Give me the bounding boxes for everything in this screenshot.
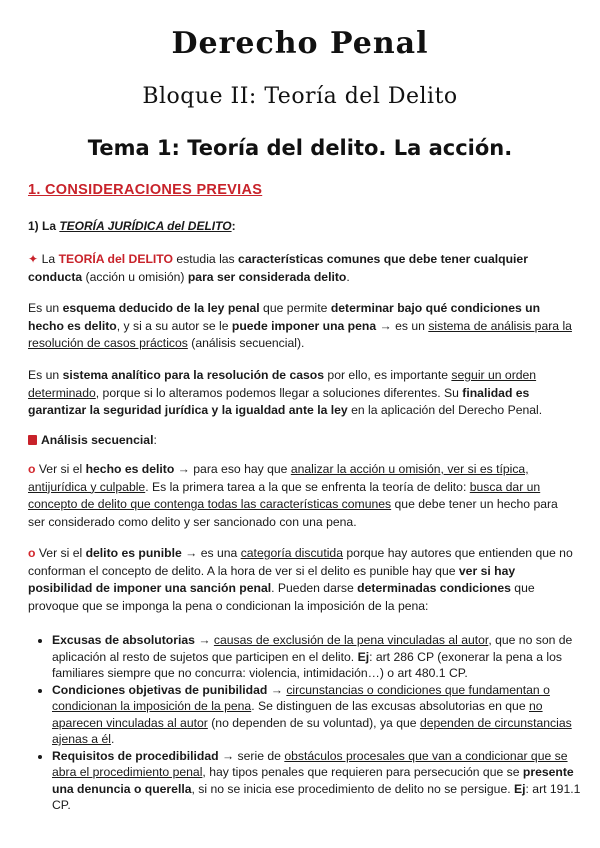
text-underlined: categoría discutida bbox=[240, 546, 343, 560]
subheading-prefix: 1) La bbox=[28, 219, 60, 233]
list-item bbox=[52, 632, 592, 682]
text: : art 191.1 CP. bbox=[52, 781, 581, 812]
text-underlined: dependen de circunstancias ajenas a él bbox=[52, 715, 572, 746]
text: La bbox=[38, 252, 59, 266]
text-bold: finalidad es garantizar la seguridad jurídica y la igualdad ante la ley bbox=[28, 385, 530, 417]
text: Es un bbox=[28, 368, 63, 382]
text: . Se distinguen de las excusas absolutorias en que bbox=[251, 699, 529, 713]
text-bold: para ser considerada delito bbox=[187, 269, 347, 284]
red-square-icon bbox=[28, 435, 37, 445]
text-bold: presente una denuncia o querella bbox=[52, 765, 574, 796]
paragraph-analytic-system bbox=[28, 367, 574, 420]
text-underlined: sistema de análisis para la resolución de casos prácticos bbox=[28, 318, 572, 350]
text: . Pueden darse bbox=[271, 581, 358, 595]
text: , porque si lo alteramos podemos llegar a soluciones diferentes. Su bbox=[95, 385, 463, 400]
text: Ver si el bbox=[35, 462, 86, 476]
text: . Es la primera tarea a la que se enfrenta la teoría de delito: bbox=[145, 479, 470, 494]
text: → es una bbox=[181, 546, 241, 560]
document-title: Derecho Penal bbox=[171, 26, 429, 61]
text: , si no se inicia ese procedimiento de delito no se persigue. bbox=[191, 781, 514, 796]
text: en la aplicación del Derecho Penal. bbox=[347, 403, 543, 417]
text: (acción u omisión) bbox=[82, 269, 188, 284]
text: que permite bbox=[259, 301, 331, 315]
text: por ello, es importante bbox=[324, 368, 452, 382]
text: : art 286 CP (exonerar la pena a los familiares siempre que no concurra: violencia, intimidación…) o art 480.1 CP. bbox=[52, 649, 562, 680]
list-item bbox=[52, 748, 592, 814]
text-bold: Condiciones objetivas de punibilidad bbox=[52, 682, 268, 697]
text: . bbox=[110, 732, 115, 746]
text-underlined: circunstancias o condiciones que fundamentan o condicionan la imposición de la pena bbox=[52, 682, 550, 713]
text: → serie de bbox=[218, 748, 285, 763]
text-bold: Ej bbox=[514, 781, 526, 796]
analysis-heading bbox=[28, 432, 574, 450]
bullet-icon: o bbox=[28, 546, 36, 560]
text-bold: determinar bajo qué condiciones un hecho es delito bbox=[28, 301, 541, 333]
text: Ver si el bbox=[35, 546, 86, 560]
block-subtitle: Bloque II: Teoría del Delito bbox=[142, 84, 458, 109]
text: , y si a su autor se le bbox=[116, 318, 232, 333]
paragraph-definition bbox=[28, 251, 574, 286]
text: : bbox=[153, 433, 157, 447]
text: Es un bbox=[28, 301, 63, 315]
text-bold: Requisitos de procedibilidad bbox=[52, 748, 219, 763]
bullet-icon: o bbox=[28, 462, 36, 476]
text-bold: Excusas de absolutorias bbox=[52, 633, 195, 647]
subheading bbox=[28, 219, 236, 233]
text: porque hay autores que entienden que no conforman el concepto de delito. A la hora de ver si el delito es punible hay que bbox=[28, 546, 573, 578]
section-heading: 1. CONSIDERACIONES PREVIAS bbox=[28, 182, 263, 198]
topic-heading: Tema 1: Teoría del delito. La acción. bbox=[87, 136, 513, 160]
text-bold: esquema deducido de la ley penal bbox=[62, 301, 260, 315]
paragraph-punishable bbox=[28, 545, 574, 615]
text-underlined: analizar la acción u omisión, ver si es típica, antijurídica y culpable bbox=[28, 462, 529, 494]
paragraph-is-crime bbox=[28, 461, 574, 531]
text: , hay tipos penales que requieren para persecución que se bbox=[202, 765, 523, 779]
text-underlined: seguir un orden determinado bbox=[28, 368, 537, 400]
text-underlined: no aparecen vinculadas al autor bbox=[52, 699, 543, 730]
conditions-list bbox=[36, 632, 592, 814]
list-item bbox=[52, 682, 592, 748]
text-bold: puede imponer una pena bbox=[231, 318, 377, 333]
text: que debe tener un hecho para ser considerado como delito y ser sancionado con una pena. bbox=[28, 497, 558, 529]
text-bold: ver si hay posibilidad de imponer una sanción penal bbox=[28, 563, 516, 595]
text: (análisis secuencial). bbox=[187, 336, 305, 350]
text: estudia las bbox=[173, 252, 239, 266]
text: , que no son de aplicación al resto de sujetos que participen en el delito. bbox=[52, 633, 573, 664]
paragraph-scheme bbox=[28, 300, 574, 353]
subheading-suffix: : bbox=[231, 219, 236, 233]
text-underlined: busca dar un concepto de delito que contenga todas las características comunes bbox=[28, 479, 541, 511]
text: → para eso hay que bbox=[174, 462, 291, 476]
text: que provoque que se imponga la pena o condicionan la imposición de la pena: bbox=[28, 581, 535, 613]
text-underlined: obstáculos procesales que van a condicionar que se abra el procedimiento penal bbox=[52, 748, 568, 779]
text: . bbox=[346, 269, 350, 284]
text-underlined: causas de exclusión de la pena vinculadas al autor bbox=[213, 633, 489, 647]
text-bold: delito es punible bbox=[85, 546, 182, 560]
subheading-underlined: TEORÍA JURÍDICA del DELITO bbox=[59, 219, 232, 233]
text: → es un bbox=[376, 318, 429, 333]
text: (no dependen de su voluntad), ya que bbox=[207, 715, 420, 730]
text-bold: determinadas condiciones bbox=[357, 581, 511, 595]
text-bold: Ej bbox=[357, 649, 370, 664]
text: → bbox=[267, 682, 287, 697]
text-bold: Análisis secuencial bbox=[41, 433, 154, 447]
text: → bbox=[194, 633, 214, 647]
text-bold: sistema analítico para la resolución de casos bbox=[62, 368, 325, 382]
star-icon: ✦ bbox=[28, 252, 39, 266]
text-bold: hecho es delito bbox=[85, 462, 175, 476]
text-bold: características comunes que debe tener cualquier conducta bbox=[28, 252, 528, 284]
text-highlight: TEORÍA del DELITO bbox=[58, 252, 173, 266]
